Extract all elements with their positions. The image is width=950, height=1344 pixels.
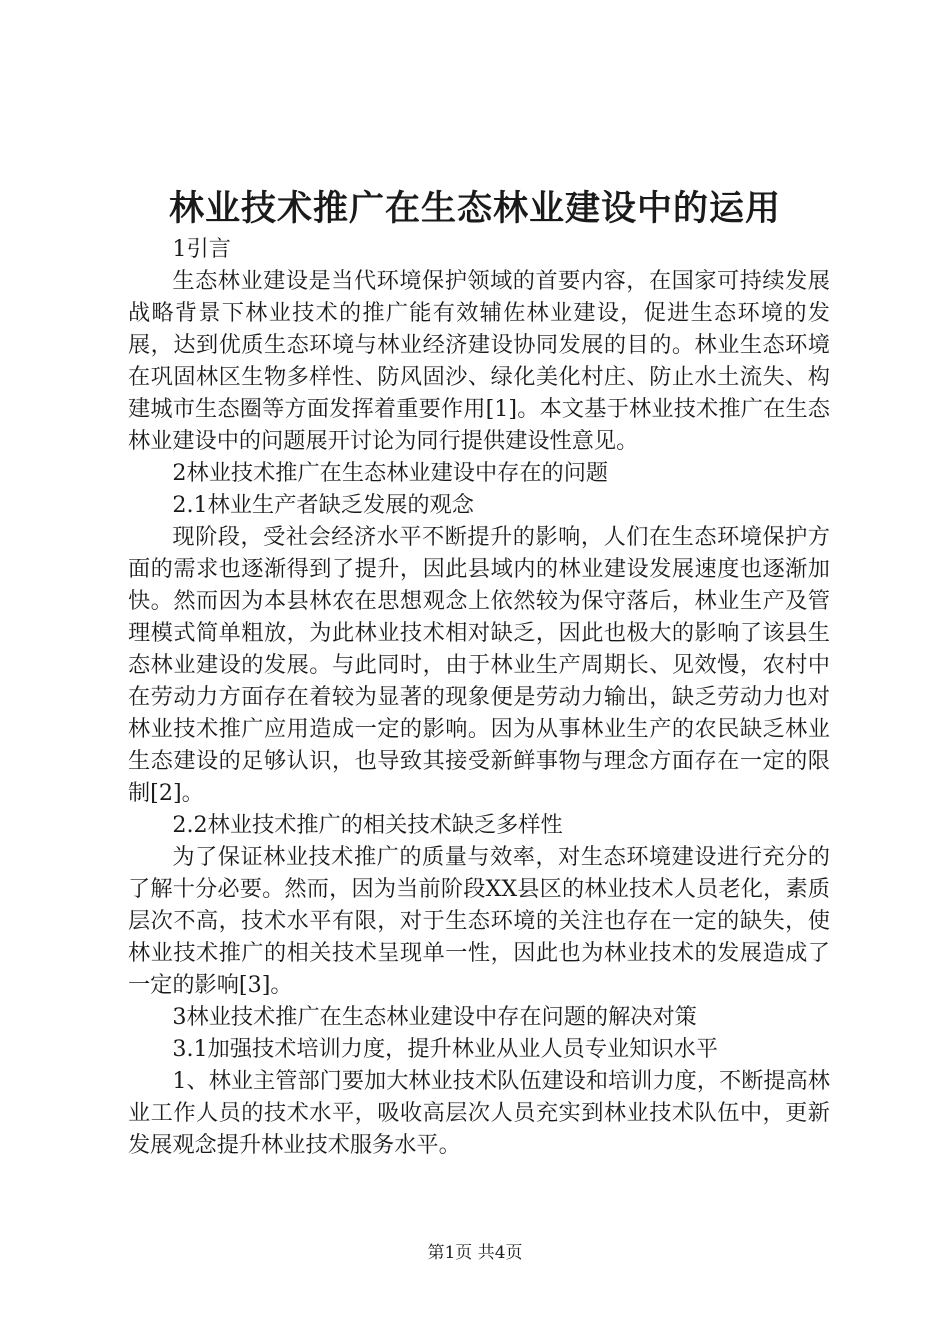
subsection-heading-2-2: 2.2林业技术推广的相关技术缺乏多样性	[172, 812, 563, 838]
paragraph-3-1-item-1: 1、林业主管部门要加大林业技术队伍建设和培训力度，不断提高林业工作人员的技术水平，吸收高层次人员充实到林业技术队伍中，更新发展观念提升林业技术服务水平。	[128, 1068, 830, 1158]
section-heading-problems: 2林业技术推广在生态林业建设中存在的问题	[172, 460, 609, 486]
section-heading-solutions: 3林业技术推广在生态林业建设中存在问题的解决对策	[172, 1004, 697, 1030]
document-title: 林业技术推广在生态林业建设中的运用	[168, 189, 781, 229]
document-body	[128, 233, 830, 1161]
paragraph-2-2: 为了保证林业技术推广的质量与效率，对生态环境建设进行充分的了解十分必要。然而，因为当前阶段XX县区的林业技术人员老化，素质层次不高，技术水平有限，对于生态环境的关注也存在一定的缺失，使林业技术推广的相关技术呈现单一性，因此也为林业技术的发展造成了一定的影响[3]。	[128, 844, 830, 998]
paragraph-intro: 生态林业建设是当代环境保护领域的首要内容，在国家可持续发展战略背景下林业技术的推广能有效辅佐林业建设，促进生态环境的发展，达到优质生态环境与林业经济建设协同发展的目的。林业生态环境在巩固林区生物多样性、防风固沙、绿化美化村庄、防止水土流失、构建城市生态圈等方面发挥着重要作用[1]。本文基于林业技术推广在生态林业建设中的问题展开讨论为同行提供建设性意见。	[128, 268, 830, 454]
subsection-heading-3-1: 3.1加强技术培训力度，提升林业从业人员专业知识水平	[172, 1036, 718, 1062]
subsection-heading-2-1: 2.1林业生产者缺乏发展的观念	[172, 492, 474, 518]
paragraph-2-1: 现阶段，受社会经济水平不断提升的影响，人们在生态环境保护方面的需求也逐渐得到了提升，因此县域内的林业建设发展速度也逐渐加快。然而因为本县林农在思想观念上依然较为保守落后，林业生产及管理模式简单粗放，为此林业技术相对缺乏，因此也极大的影响了该县生态林业建设的发展。与此同时，由于林业生产周期长、见效慢，农村中在劳动力方面存在着较为显著的现象便是劳动力输出，缺乏劳动力也对林业技术推广应用造成一定的影响。因为从事林业生产的农民缺乏林业生态建设的足够认识，也导致其接受新鲜事物与理念方面存在一定的限制[2]。	[128, 524, 830, 806]
page-number-footer: 第1页 共4页	[427, 1243, 523, 1263]
section-heading-intro: 1引言	[172, 236, 231, 262]
